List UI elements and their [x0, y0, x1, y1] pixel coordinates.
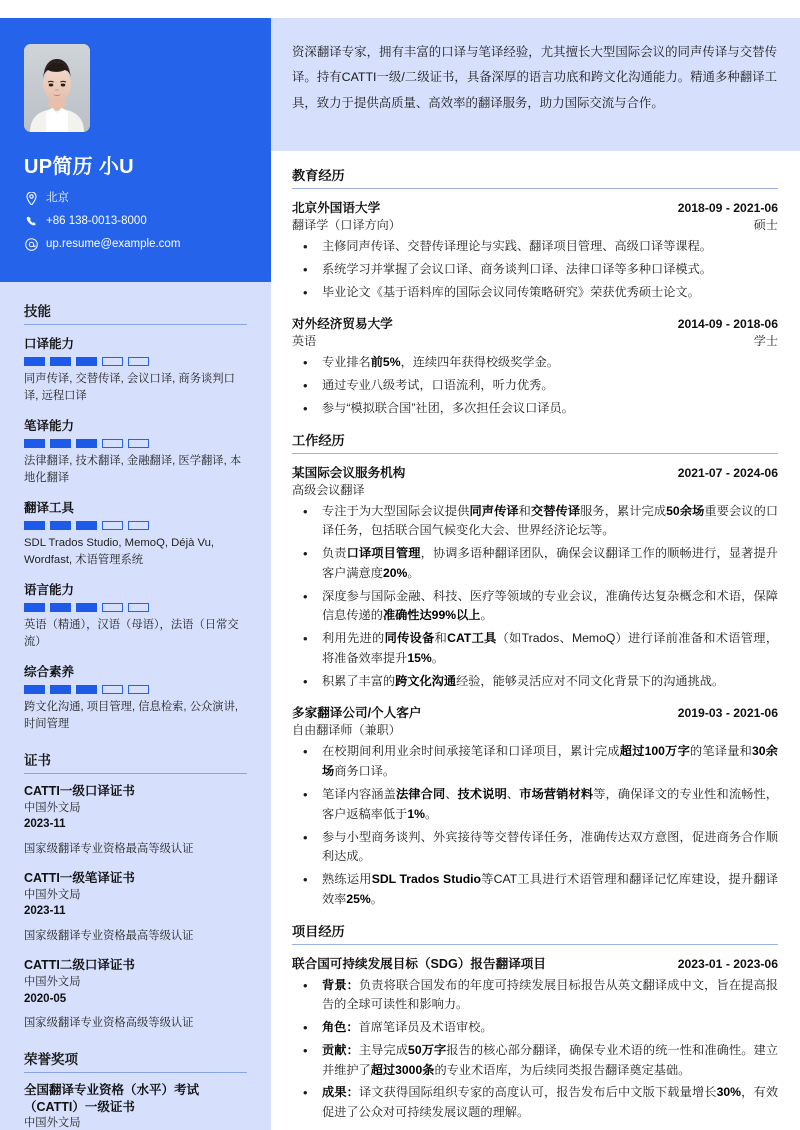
- skill-level-dot: [102, 603, 123, 612]
- skill-level-dot: [24, 439, 45, 448]
- skill-level-dot: [102, 439, 123, 448]
- bullet-item: • 在校期间利用业余时间承接笔译和口译项目，累计完成超过100万字的笔译量和30余场商务口译。: [292, 742, 778, 782]
- bullet-item: • 成果：译文获得国际组织专家的高度认可，报告发布后中文版下载量增长30%，有效促进了公众对可持续发展议题的理解。: [292, 1083, 778, 1123]
- skill-name: 翻译工具: [24, 501, 75, 516]
- project-section: [292, 921, 778, 1123]
- bullet-item: • 系统学习并掌握了会议口译、商务谈判口译、法律口译等多种口译模式。: [292, 260, 778, 280]
- certificates-section-title: 证书: [24, 749, 247, 774]
- bullet-item: • 参与小型商务谈判、外宾接待等交替传译任务，准确传达双方意图，促进商务合作顺利达成。: [292, 828, 778, 868]
- education-list: [292, 197, 778, 419]
- certificates-list: [24, 783, 247, 1032]
- skill-description: 英语（精通），汉语（母语），法语（日常交流）: [24, 619, 239, 648]
- work-item: [292, 462, 778, 692]
- contact-list: [24, 192, 247, 251]
- contact-phone[interactable]: [24, 215, 247, 229]
- work-item: [292, 702, 778, 909]
- work-date: 2019-03 - 2021-06: [677, 706, 778, 721]
- skill-item: [24, 416, 247, 487]
- job-title: 高级会议翻译: [292, 482, 365, 497]
- project-list: [292, 953, 778, 1123]
- certificate-name: CATTI二级口译证书: [24, 958, 135, 973]
- certificate-date: 2023-11: [24, 905, 66, 918]
- bullet-list: [292, 742, 778, 909]
- contact-phone-value: +86 138-0013-8000: [46, 214, 147, 227]
- work-section: [292, 430, 778, 910]
- certificate-name: CATTI一级笔译证书: [24, 871, 135, 886]
- bullet-item: • 深度参与国际金融、科技、医疗等领域的专业会议，准确传达复杂概念和术语，保障信息传递的准确性达99%以上。: [292, 587, 778, 627]
- certificate-note: 国家级翻译专业资格最高等级认证: [24, 842, 194, 855]
- skill-level-dot: [50, 685, 71, 694]
- skill-level-dot: [102, 685, 123, 694]
- education-date: 2018-09 - 2021-06: [677, 201, 778, 215]
- skill-level-dot: [76, 521, 97, 530]
- main-content: [271, 18, 800, 1130]
- profile-name: UP简历 小U: [24, 156, 134, 178]
- bullet-item: • 利用先进的同传设备和CAT工具（如Trados、MemoQ）进行译前准备和术语管理，将准备效率提升15%。: [292, 629, 778, 669]
- skill-level-dot: [50, 357, 71, 366]
- skill-level-dot: [24, 603, 45, 612]
- skill-item: [24, 580, 247, 651]
- main-body: [271, 151, 800, 1123]
- skill-level-dot: [76, 439, 97, 448]
- skill-level-dot: [128, 439, 149, 448]
- education-section: [292, 165, 778, 419]
- skill-level-dot: [128, 357, 149, 366]
- work-section-title: 工作经历: [292, 430, 778, 454]
- work-list: [292, 462, 778, 910]
- skill-level-dot: [50, 603, 71, 612]
- major-name: 翻译学（口译方向）: [292, 218, 401, 232]
- awards-list: [24, 1082, 247, 1130]
- skill-level-dot: [76, 685, 97, 694]
- skill-name: 口译能力: [24, 337, 75, 352]
- skill-level-dot: [76, 357, 97, 366]
- job-title: 自由翻译师（兼职）: [292, 723, 401, 738]
- project-section-title: 项目经历: [292, 921, 778, 945]
- skill-level-dot: [76, 603, 97, 612]
- skill-level-meter: [24, 685, 247, 694]
- award-item: [24, 1082, 247, 1130]
- skill-level-dot: [128, 603, 149, 612]
- certificate-item: [24, 783, 247, 857]
- skill-level-meter: [24, 603, 247, 612]
- bullet-item: • 专业排名前5%，连续四年获得校级奖学金。: [292, 353, 778, 373]
- award-name: 全国翻译专业资格（水平）考试（CATTI）一级证书: [24, 1082, 200, 1114]
- bullet-item: • 通过专业八级考试，口语流利，听力优秀。: [292, 376, 778, 396]
- bullet-item: • 参与“模拟联合国”社团，多次担任会议口译员。: [292, 399, 778, 419]
- certificate-item: [24, 957, 247, 1031]
- skill-level-dot: [50, 521, 71, 530]
- bullet-item: • 背景：负责将联合国发布的年度可持续发展目标报告从英文翻译成中文，旨在提高报告的全球可读性和影响力。: [292, 976, 778, 1016]
- school-name: 对外经济贸易大学: [292, 317, 393, 332]
- skill-level-meter: [24, 521, 247, 530]
- education-item: [292, 197, 778, 302]
- skills-list: [24, 334, 247, 732]
- contact-email-value: up.resume@example.com: [46, 237, 181, 250]
- bullet-item: • 主修同声传译、交替传译理论与实践、翻译项目管理、高级口译等课程。: [292, 237, 778, 257]
- certificate-org: 中国外文局: [24, 976, 81, 989]
- bullet-item: • 角色：首席笔译员及术语审校。: [292, 1018, 778, 1038]
- location-icon: [24, 192, 39, 205]
- certificates-section: [24, 749, 247, 1032]
- bullet-item: • 笔译内容涵盖法律合同、技术说明、市场营销材料等，确保译文的专业性和流畅性，客户返稿率低于1%。: [292, 785, 778, 825]
- bullet-list: [292, 237, 778, 302]
- skill-level-dot: [102, 521, 123, 530]
- skill-item: [24, 498, 247, 569]
- skills-section: [24, 300, 247, 732]
- contact-location[interactable]: [24, 192, 247, 206]
- skill-item: [24, 334, 247, 405]
- skill-description: 同声传译, 交替传译, 会议口译, 商务谈判口译, 远程口译: [24, 373, 235, 403]
- email-icon: [24, 238, 39, 251]
- sidebar: [0, 18, 271, 1130]
- education-item: [292, 313, 778, 418]
- company-name: 某国际会议服务机构: [292, 465, 406, 480]
- bullet-list: [292, 502, 778, 692]
- phone-icon: [24, 216, 39, 228]
- degree-name: 硕士: [753, 218, 778, 232]
- sidebar-body: [0, 282, 271, 1130]
- award-org: 中国外文局: [24, 1117, 81, 1130]
- project-date: 2023-01 - 2023-06: [677, 956, 778, 971]
- education-section-title: 教育经历: [292, 165, 778, 189]
- skill-name: 笔译能力: [24, 419, 75, 434]
- certificate-date: 2023-11: [24, 818, 66, 831]
- skill-level-dot: [24, 685, 45, 694]
- skill-name: 综合素养: [24, 664, 75, 679]
- skill-level-dot: [24, 521, 45, 530]
- major-name: 英语: [292, 334, 317, 349]
- skill-description: 跨文化沟通, 项目管理, 信息检索, 公众演讲, 时间管理: [24, 700, 239, 730]
- bullet-item: • 积累了丰富的跨文化沟通经验，能够灵活应对不同文化背景下的沟通挑战。: [292, 672, 778, 692]
- skill-level-dot: [50, 439, 71, 448]
- certificate-org: 中国外文局: [24, 888, 81, 901]
- skill-level-dot: [24, 357, 45, 366]
- skill-name: 语言能力: [24, 583, 75, 598]
- skill-level-meter: [24, 439, 247, 448]
- avatar: [24, 44, 90, 132]
- summary-block: 资深翻译专家，拥有丰富的口译与笔译经验，尤其擅长大型国际会议的同声传译与交替传译。持有CATTI一级/二级证书，具备深厚的语言功底和跨文化沟通能力。精通多种翻译工具，致力于提供高质量、高效率的翻译服务，助力国际交流与合作。: [271, 18, 800, 151]
- project-name: 联合国可持续发展目标（SDG）报告翻译项目: [292, 956, 546, 971]
- certificate-name: CATTI一级口译证书: [24, 783, 135, 798]
- bullet-item: • 负责口译项目管理，协调多语种翻译团队，确保会议翻译工作的顺畅进行，显著提升客户满意度20%。: [292, 544, 778, 584]
- skill-level-dot: [128, 685, 149, 694]
- skill-item: [24, 662, 247, 733]
- skill-level-dot: [128, 521, 149, 530]
- bullet-list: [292, 353, 778, 418]
- skill-level-meter: [24, 357, 247, 366]
- skills-section-title: 技能: [24, 300, 247, 325]
- degree-name: 学士: [753, 334, 778, 349]
- skill-level-dot: [102, 357, 123, 366]
- certificate-org: 中国外文局: [24, 801, 81, 814]
- awards-section: [24, 1048, 247, 1130]
- bullet-item: • 贡献：主导完成50万字报告的核心部分翻译，确保专业术语的统一性和准确性。建立并维护了超过3000条的专业术语库，为后续同类报告翻译奠定基础。: [292, 1041, 778, 1081]
- education-date: 2014-09 - 2018-06: [677, 317, 778, 332]
- school-name: 北京外国语大学: [292, 201, 381, 215]
- certificate-note: 国家级翻译专业资格最高等级认证: [24, 929, 194, 942]
- company-name: 多家翻译公司/个人客户: [292, 706, 422, 721]
- skill-description: SDL Trados Studio, MemoQ, Déjà Vu, Wordfast, 术语管理系统: [24, 537, 215, 567]
- bullet-list: [292, 976, 778, 1123]
- project-item: [292, 953, 778, 1123]
- certificate-date: 2020-05: [24, 992, 67, 1005]
- certificate-item: [24, 870, 247, 944]
- bullet-item: • 熟练运用SDL Trados Studio等CAT工具进行术语管理和翻译记忆库建设，提升翻译效率25%。: [292, 870, 778, 910]
- bullet-item: • 专注于为大型国际会议提供同声传译和交替传译服务，累计完成50余场重要会议的口译任务，包括联合国气候变化大会、世界经济论坛等。: [292, 502, 778, 542]
- awards-section-title: 荣誉奖项: [24, 1048, 247, 1073]
- skill-description: 法律翻译, 技术翻译, 金融翻译, 医学翻译, 本地化翻译: [24, 455, 242, 485]
- contact-location-value: 北京: [46, 192, 69, 204]
- certificate-note: 国家级翻译专业资格高级等级认证: [24, 1017, 194, 1030]
- bullet-item: • 毕业论文《基于语料库的国际会议同传策略研究》荣获优秀硕士论文。: [292, 283, 778, 303]
- work-date: 2021-07 - 2024-06: [677, 465, 778, 480]
- profile-header: [0, 18, 271, 282]
- contact-email[interactable]: [24, 238, 247, 252]
